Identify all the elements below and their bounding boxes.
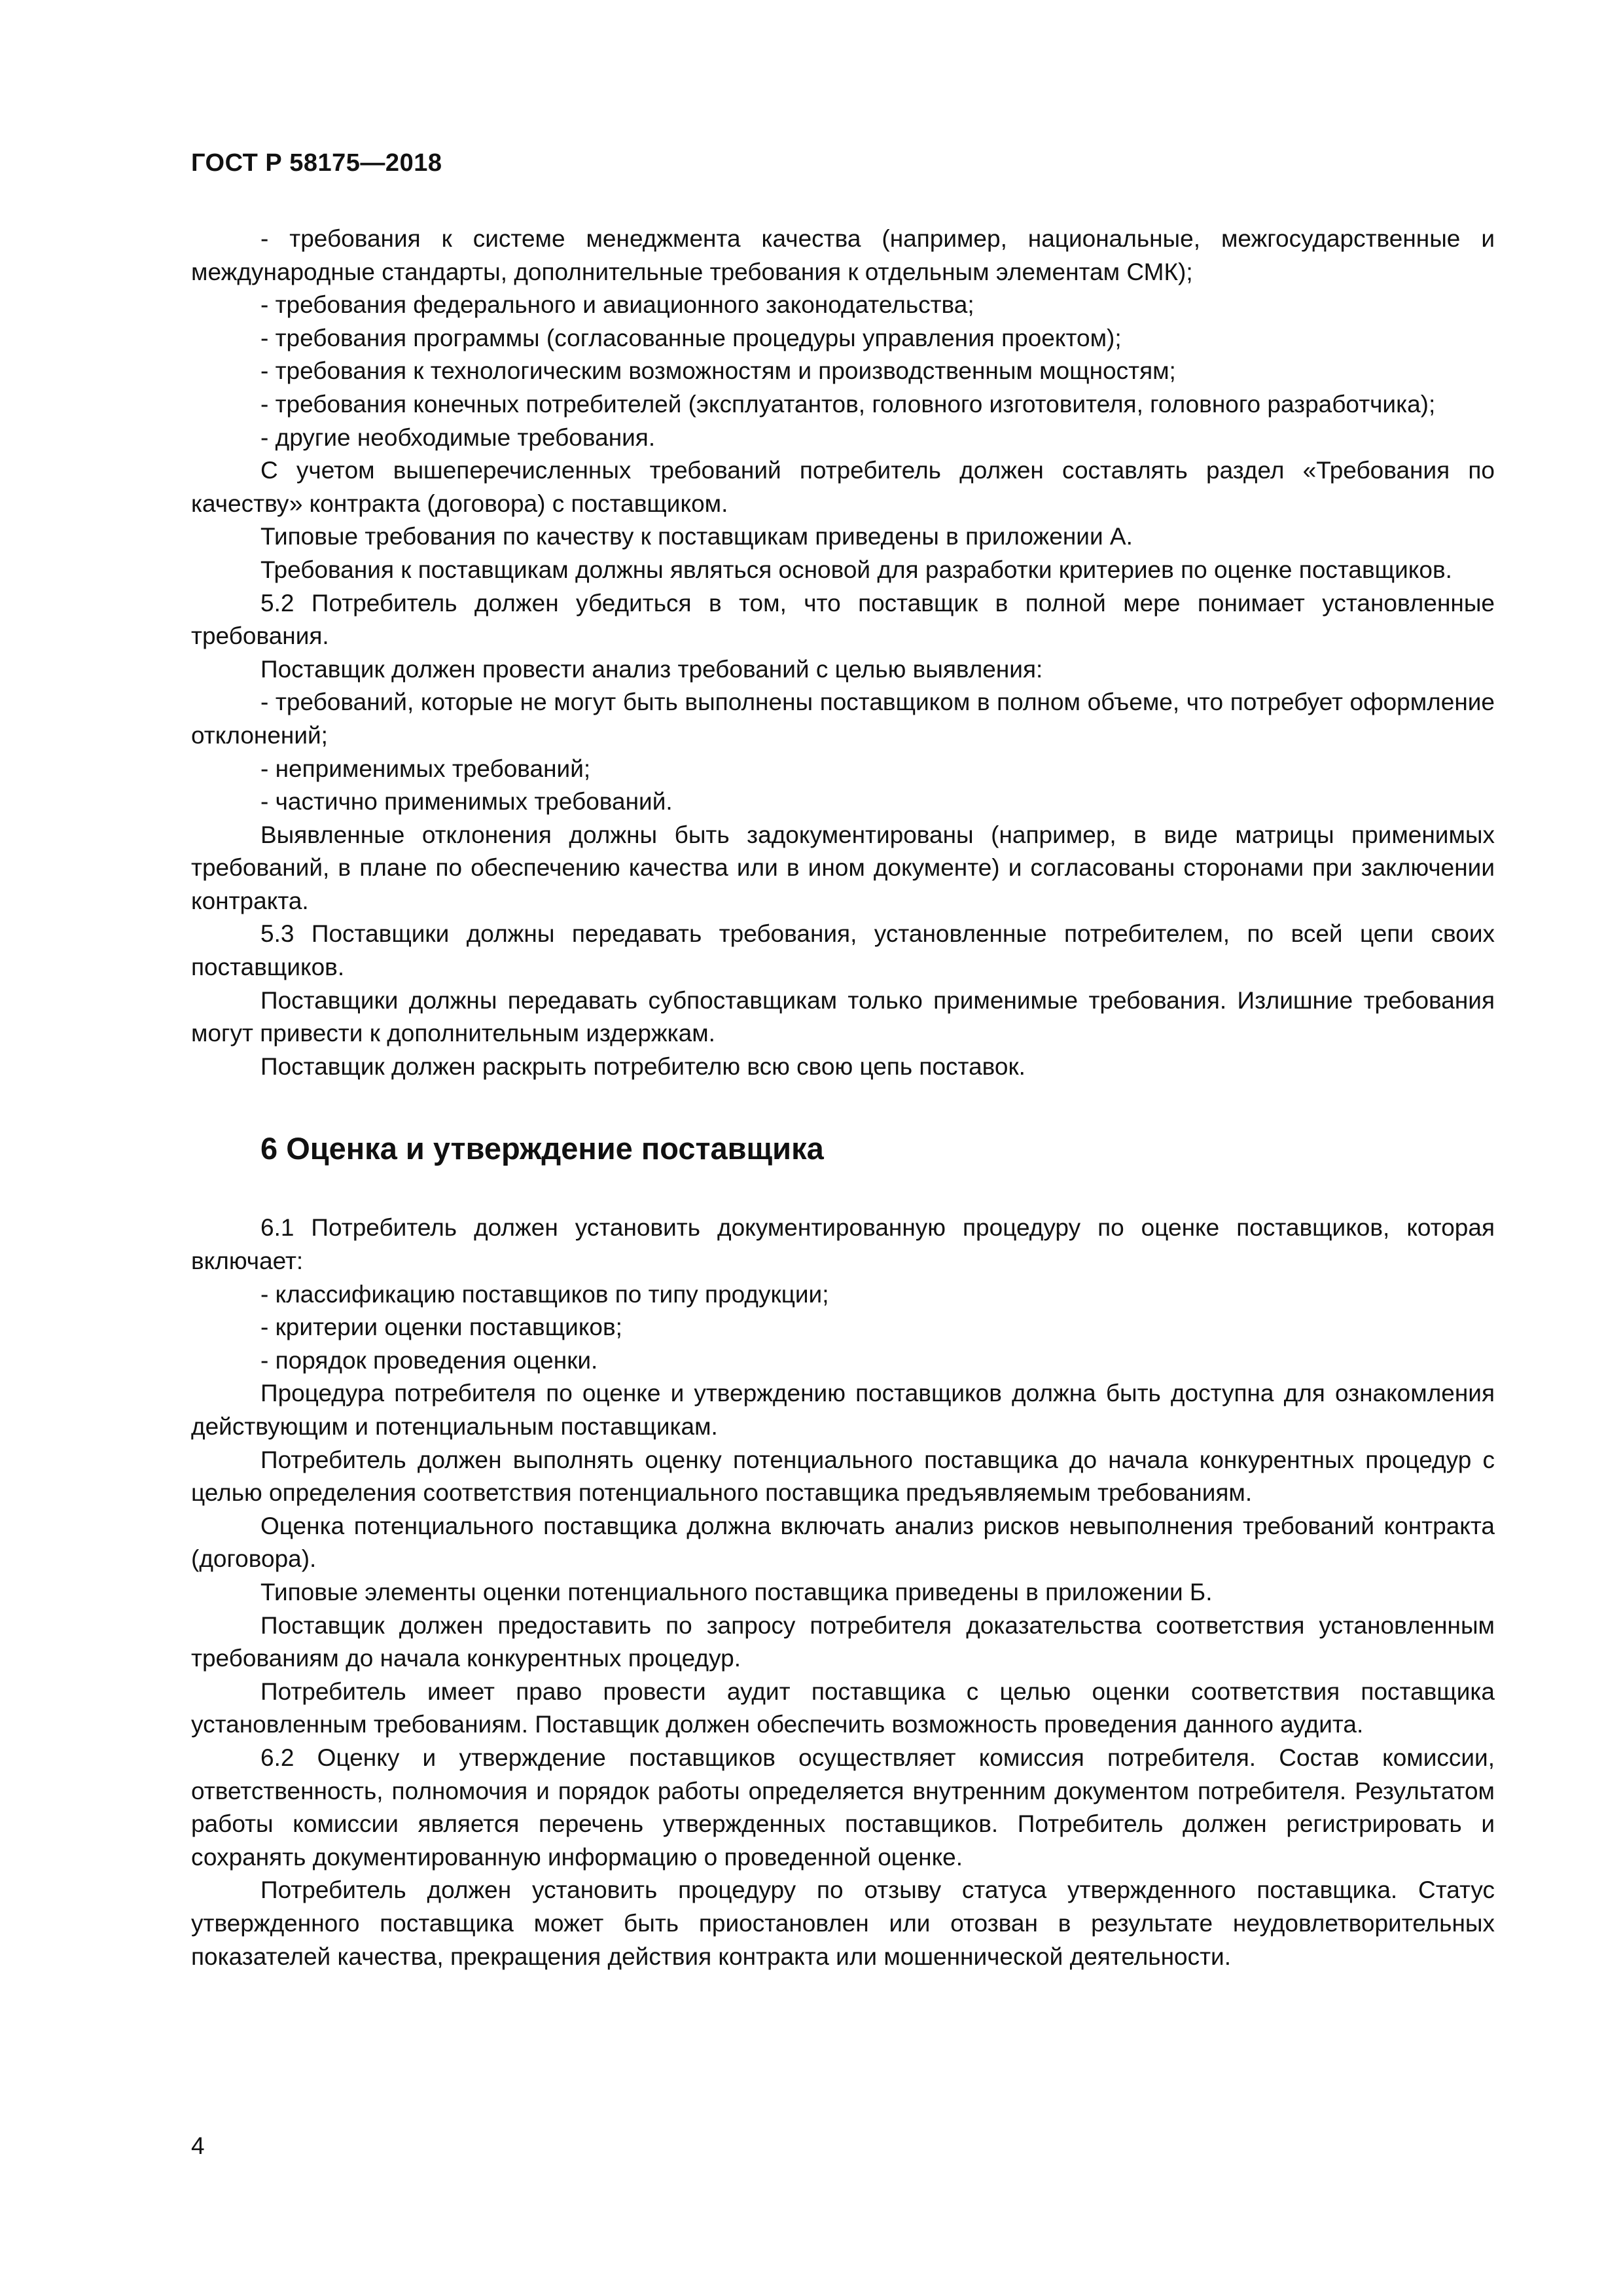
paragraph: - неприменимых требований; — [260, 755, 591, 782]
paragraph: Потребитель должен выполнять оценку потенциального поставщика до начала конкурентных процедур с целью определения соответствия потенциального поставщика предъявляемым требованиям. — [191, 1446, 1495, 1507]
paragraph: - требования к системе менеджмента качества (например, национальные, межгосударственные и международные стандарты, дополнительные требования к отдельным элементам СМК); — [191, 225, 1495, 285]
document-header: ГОСТ Р 58175—2018 — [191, 149, 442, 177]
section-heading: 6 Оценка и утверждение поставщика — [260, 1131, 824, 1166]
paragraph: Потребитель должен установить процедуру по отзыву статуса утвержденного поставщика. Статус утвержденного поставщика может быть приостановлен или отозван в результате неудовлетворительных показателей качества, прекращения действия контракта или мошеннической деятельности. — [191, 1876, 1495, 1970]
paragraph: - другие необходимые требования. — [260, 423, 656, 451]
paragraph: - требования конечных потребителей (эксплуатантов, головного изготовителя, головного разработчика); — [260, 390, 1436, 418]
document-body — [191, 223, 1495, 1973]
paragraph: Типовые требования по качеству к поставщикам приведены в приложении А. — [260, 523, 1133, 550]
paragraph: - требования федерального и авиационного законодательства; — [260, 291, 974, 319]
paragraph: Требования к поставщикам должны являться основой для разработки критериев по оценке поставщиков. — [260, 556, 1452, 583]
paragraph: - порядок проведения оценки. — [260, 1346, 598, 1374]
paragraph: Потребитель имеет право провести аудит поставщика с целью оценки соответствия поставщика установленным требованиям. Поставщик должен обеспечить возможность проведения данного аудита. — [191, 1677, 1495, 1738]
paragraph: - классификацию поставщиков по типу продукции; — [260, 1280, 829, 1308]
paragraph: 5.2 Потребитель должен убедиться в том, что поставщик в полной мере понимает установленные требования. — [191, 589, 1495, 650]
paragraph: С учетом вышеперечисленных требований потребитель должен составлять раздел «Требования по качеству» контракта (договора) с поставщиком. — [191, 457, 1495, 517]
paragraph: 6.1 Потребитель должен установить документированную процедуру по оценке поставщиков, которая включает: — [191, 1214, 1495, 1275]
paragraph: - критерии оценки поставщиков; — [260, 1314, 622, 1341]
paragraph: Выявленные отклонения должны быть задокументированы (например, в виде матрицы применимых требований, в плане по обеспечению качества или в ином документе) и согласованы сторонами при заключении контракта. — [191, 821, 1495, 914]
page-number: 4 — [191, 2132, 205, 2159]
paragraph: - требования программы (согласованные процедуры управления проектом); — [260, 324, 1122, 351]
paragraph: 6.2 Оценку и утверждение поставщиков осуществляет комиссия потребителя. Состав комиссии, ответственность, полномочия и порядок работы определяется внутренним документом потребителя. Результатом работы комиссии является перечень утвержденных поставщиков. Потребитель должен регистрировать и сохранять документированную информацию о проведенной оценке. — [191, 1744, 1495, 1871]
paragraph: Поставщик должен провести анализ требований с целью выявления: — [260, 655, 1043, 683]
paragraph: - требований, которые не могут быть выполнены поставщиком в полном объеме, что потребует оформление отклонений; — [191, 689, 1495, 749]
paragraph: Оценка потенциального поставщика должна включать анализ рисков невыполнения требований контракта (договора). — [191, 1512, 1495, 1573]
paragraph: Процедура потребителя по оценке и утверждению поставщиков должна быть доступна для ознакомления действующим и потенциальным поставщикам. — [191, 1380, 1495, 1440]
paragraph: - требования к технологическим возможностям и производственным мощностям; — [260, 357, 1176, 385]
paragraph: Поставщик должен предоставить по запросу потребителя доказательства соответствия установленным требованиям до начала конкурентных процедур. — [191, 1611, 1495, 1672]
paragraph: 5.3 Поставщики должны передавать требования, установленные потребителем, по всей цепи своих поставщиков. — [191, 920, 1495, 981]
paragraph: Поставщик должен раскрыть потребителю всю свою цепь поставок. — [260, 1052, 1026, 1080]
paragraph: Типовые элементы оценки потенциального поставщика приведены в приложении Б. — [260, 1578, 1213, 1605]
paragraph: - частично применимых требований. — [260, 788, 673, 816]
paragraph: Поставщики должны передавать субпоставщикам только применимые требования. Излишние требования могут привести к дополнительным издержкам. — [191, 986, 1495, 1047]
